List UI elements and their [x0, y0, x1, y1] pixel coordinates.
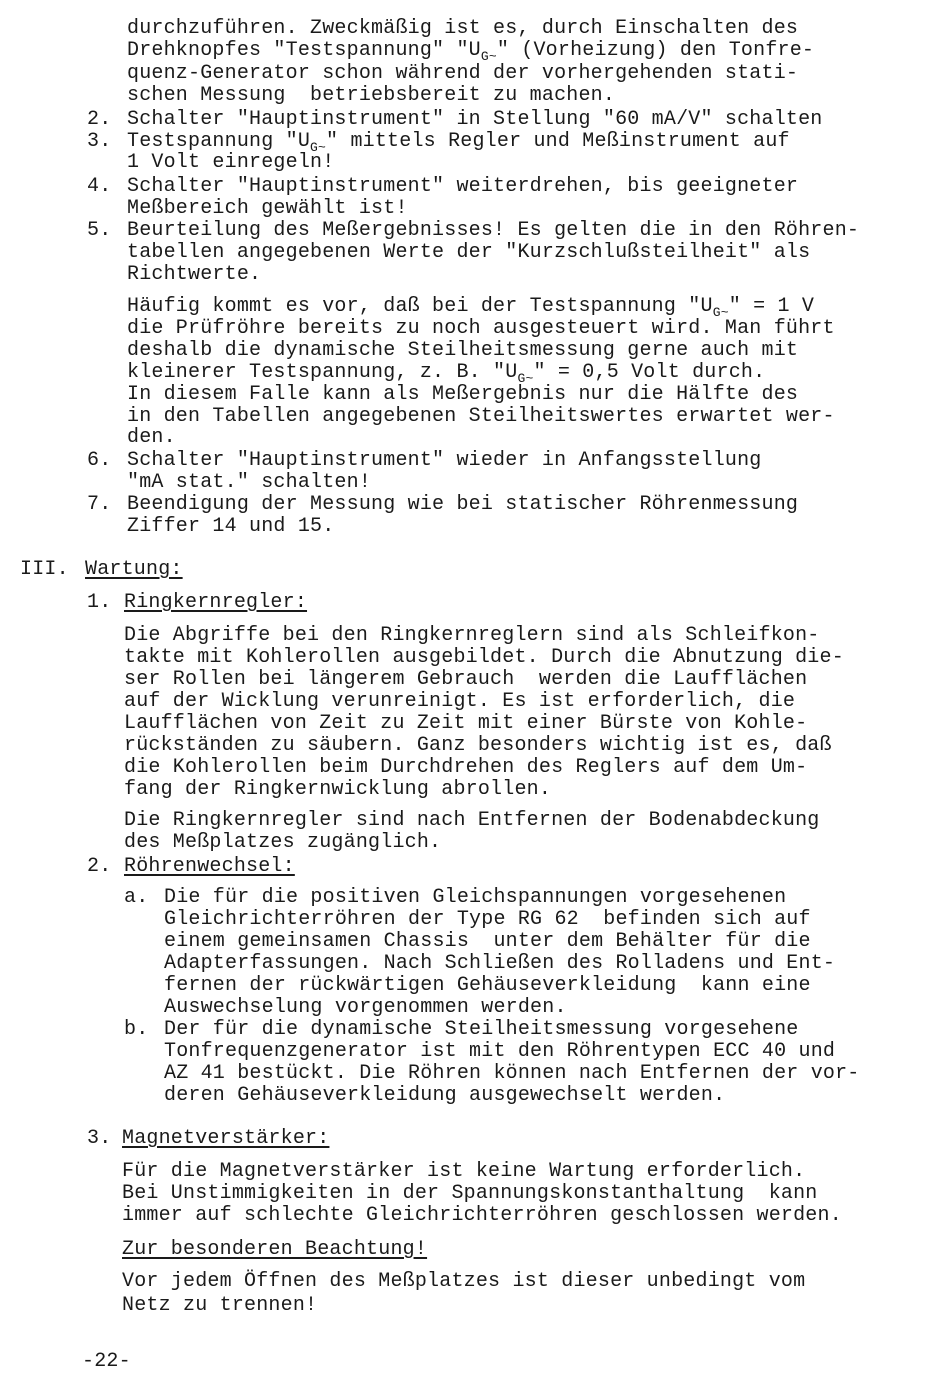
step-5-line-2: tabellen angegebenen Werte der "Kurzschlußsteilheit" als	[127, 241, 811, 264]
step-2-line-1: Schalter "Hauptinstrument" in Stellung "60 mA/V" schalten	[127, 108, 823, 131]
step-6-number: 6.	[87, 449, 112, 472]
step-4-line-1: Schalter "Hauptinstrument" weiterdrehen, bis geeigneter	[127, 175, 799, 198]
maintenance-3-line-2: Bei Unstimmigkeiten in der Spannungskonstanthaltung kann	[122, 1182, 818, 1205]
maintenance-2-number: 2.	[87, 855, 112, 878]
step-7-number: 7.	[87, 493, 112, 516]
step-7-line-2: Ziffer 14 und 15.	[127, 515, 335, 538]
maintenance-1-line-3: ser Rollen bei längerem Gebrauch werden die Laufflächen	[124, 668, 808, 691]
paragraph-line-4: kleinerer Testspannung, z. B. "$U_{G\sim}$" = 0,5 Volt durch.	[127, 361, 766, 386]
paragraph-line-3: deshalb die dynamische Steilheitsmessung gerne auch mit	[127, 339, 799, 362]
maintenance-1-number: 1.	[87, 591, 112, 614]
intro-line-3: quenz-Generator schon während der vorhergehenden stati-	[127, 62, 799, 85]
maintenance-1-line-5: Laufflächen von Zeit zu Zeit mit einer Bürste von Kohle-	[124, 712, 808, 735]
step-6-line-1: Schalter "Hauptinstrument" wieder in Anfangsstellung	[127, 449, 762, 472]
maintenance-2a-line-3: einem gemeinsamen Chassis unter dem Behälter für die	[164, 930, 811, 953]
note-line-1: Vor jedem Öffnen des Meßplatzes ist dieser unbedingt vom	[122, 1270, 806, 1293]
section-3-title: Wartung:	[85, 558, 183, 581]
maintenance-2b-line-4: deren Gehäuseverkleidung ausgewechselt werden.	[164, 1084, 726, 1107]
paragraph-line-6: in den Tabellen angegebenen Steilheitswertes erwartet wer-	[127, 405, 835, 428]
maintenance-1-line-2: takte mit Kohlerollen ausgebildet. Durch die Abnutzung die-	[124, 646, 844, 669]
section-3-number: III.	[20, 558, 69, 581]
step-3-line-2: 1 Volt einregeln!	[127, 151, 335, 174]
maintenance-2a-line-2: Gleichrichterröhren der Type RG 62 befinden sich auf	[164, 908, 811, 931]
maintenance-3-number: 3.	[87, 1127, 112, 1150]
intro-line-4: schen Messung betriebsbereit zu machen.	[127, 84, 616, 107]
maintenance-1-line-7: die Kohlerollen beim Durchdrehen des Reglers auf dem Um-	[124, 756, 808, 779]
maintenance-1-line-4: auf der Wicklung verunreinigt. Es ist erforderlich, die	[124, 690, 796, 713]
maintenance-2a-line-6: Auswechselung vorgenommen werden.	[164, 996, 567, 1019]
paragraph-line-7: den.	[127, 426, 176, 449]
page-number: -22-	[82, 1350, 131, 1373]
step-6-line-2: "mA stat." schalten!	[127, 471, 372, 494]
maintenance-1-line-8: fang der Ringkernwicklung abrollen.	[124, 778, 552, 801]
note-title: Zur besonderen Beachtung!	[122, 1238, 428, 1261]
step-4-number: 4.	[87, 175, 112, 198]
maintenance-2b-line-2: Tonfrequenzgenerator ist mit den Röhrentypen ECC 40 und	[164, 1040, 836, 1063]
maintenance-2a-marker: a.	[124, 886, 149, 909]
maintenance-2a-line-4: Adapterfassungen. Nach Schließen des Rolladens und Ent-	[164, 952, 836, 975]
intro-line-2: Drehknopfes "Testspannung" "$U_{G\sim}$" (Vorheizung) den Tonfre-	[127, 39, 815, 64]
paragraph-line-1: Häufig kommt es vor, daß bei der Testspannung "$U_{G\sim}$" = 1 V	[127, 295, 815, 320]
maintenance-1-p2-line-2: des Meßplatzes zugänglich.	[124, 831, 442, 854]
maintenance-1-title: Ringkernregler:	[124, 591, 308, 614]
maintenance-2a-line-5: fernen der rückwärtigen Gehäuseverkleidung kann eine	[164, 974, 811, 997]
note-line-2: Netz zu trennen!	[122, 1294, 318, 1317]
maintenance-3-title: Magnetverstärker:	[122, 1127, 330, 1150]
step-7-line-1: Beendigung der Messung wie bei statischer Röhrenmessung	[127, 493, 799, 516]
maintenance-2b-line-3: AZ 41 bestückt. Die Röhren können nach Entfernen der vor-	[164, 1062, 860, 1085]
step-5-line-1: Beurteilung des Meßergebnisses! Es gelten die in den Röhren-	[127, 219, 860, 242]
step-5-number: 5.	[87, 219, 112, 242]
step-4-line-2: Meßbereich gewählt ist!	[127, 197, 408, 220]
maintenance-2a-line-1: Die für die positiven Gleichspannungen vorgesehenen	[164, 886, 787, 909]
step-3-number: 3.	[87, 130, 112, 153]
maintenance-2-title: Röhrenwechsel:	[124, 855, 295, 878]
step-2-number: 2.	[87, 108, 112, 131]
maintenance-1-line-6: rückständen zu säubern. Ganz besonders wichtig ist es, daß	[124, 734, 832, 757]
intro-line-1: durchzuführen. Zweckmäßig ist es, durch Einschalten des	[127, 17, 799, 40]
step-5-line-3: Richtwerte.	[127, 263, 262, 286]
maintenance-3-line-1: Für die Magnetverstärker ist keine Wartung erforderlich.	[122, 1160, 806, 1183]
paragraph-line-2: die Prüfröhre bereits zu noch ausgesteuert wird. Man führt	[127, 317, 835, 340]
maintenance-2b-line-1: Der für die dynamische Steilheitsmessung vorgesehene	[164, 1018, 799, 1041]
maintenance-2b-marker: b.	[124, 1018, 149, 1041]
maintenance-1-line-1: Die Abgriffe bei den Ringkernreglern sind als Schleifkon-	[124, 624, 820, 647]
maintenance-1-p2-line-1: Die Ringkernregler sind nach Entfernen der Bodenabdeckung	[124, 809, 820, 832]
maintenance-3-line-3: immer auf schlechte Gleichrichterröhren geschlossen werden.	[122, 1204, 842, 1227]
step-3-line-1: Testspannung "$U_{G\sim}$" mittels Regler und Meßinstrument auf	[127, 130, 790, 155]
paragraph-line-5: In diesem Falle kann als Meßergebnis nur die Hälfte des	[127, 383, 799, 406]
